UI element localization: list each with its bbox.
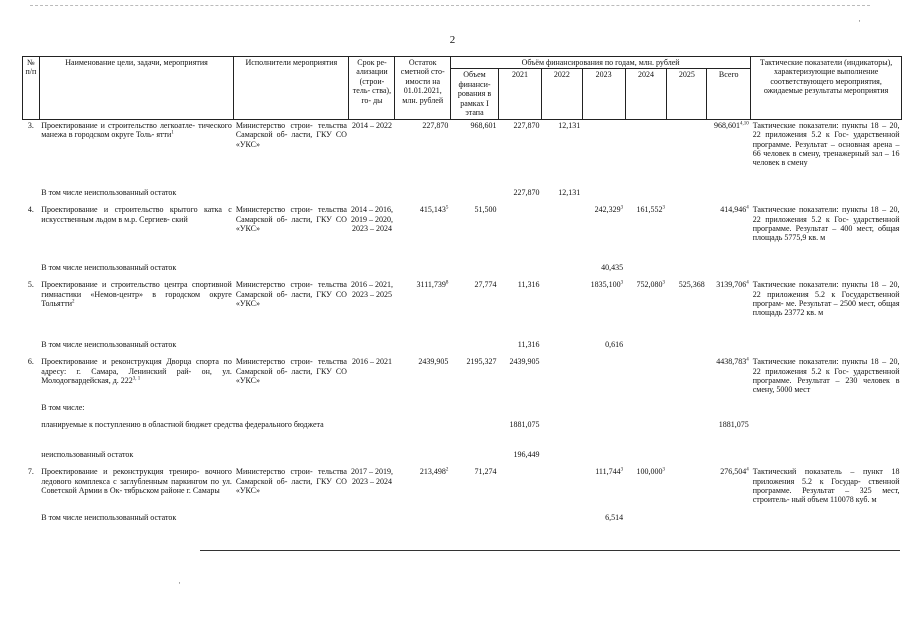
sub-row-2022 [541, 262, 582, 279]
header-total: Всего [707, 69, 751, 119]
row-2021-text: 2439,905 [509, 357, 540, 367]
scan-mark: · [178, 578, 181, 588]
row-term-text: 2017 – 2019, 2023 – 2024 [350, 467, 393, 486]
table-row [23, 119, 902, 187]
row-2022-text: 12,131 [558, 120, 581, 130]
row-total [707, 466, 751, 512]
sub-row-2023 [582, 449, 625, 466]
sub-row-2022 [541, 339, 582, 356]
row-total-footnote: 4 [746, 357, 749, 363]
table-body [23, 119, 902, 529]
row-2021 [499, 279, 542, 339]
row-executors [234, 204, 349, 262]
table-row [23, 204, 902, 262]
row-total-footnote: 4,10 [739, 120, 749, 126]
row-num [23, 119, 40, 187]
row-2022 [541, 119, 582, 187]
header-2025: 2025 [667, 69, 707, 119]
row-2023 [582, 279, 625, 339]
sub-row-2021 [499, 339, 542, 356]
sub-row-2021 [499, 449, 542, 466]
empty-cell [349, 419, 395, 449]
row-executors-text: Министерство строи- тельства Самарской об- ласти, ГКУ СО «УКС» [235, 280, 347, 308]
row-name-text: Проектирование и реконструкция трениро- вочного ледового комплекса с заглубленным паркингом по ул. Советской Армии в Ок- тябрьском районе г. Самары [41, 467, 232, 495]
header-term: Срок ре- ализации (строи- тель- ства), го- ды [349, 57, 395, 120]
row-total-footnote: 4 [746, 205, 749, 211]
row-executors [234, 279, 349, 339]
sub-row-2023 [582, 512, 625, 529]
row-name [39, 204, 234, 262]
row-term-text: 2014 – 2022 [351, 120, 392, 130]
row-2024-text: 161,552 [636, 205, 663, 215]
row-term-text: 2016 – 2021, 2023 – 2025 [350, 280, 393, 299]
row-total-text: 414,946 [720, 205, 747, 215]
sub-row [23, 187, 902, 204]
row-stage1-text: 27,774 [474, 280, 497, 290]
empty-cell [625, 262, 667, 279]
row-name-text: Проектирование и строительство центра спортивной гимнастики «Немов-центр» в городском округе Тольятти [41, 280, 232, 308]
row-indicators-text: Тактический показатель – пункт 18 приложения 5.2 к Государ- ственной программе. Результат – 325 мест, строитель- ный объем 110078 куб. м [752, 467, 900, 505]
row-num-text: 6. [27, 357, 34, 367]
sub-row-label [39, 339, 349, 356]
header-executors: Исполнители мероприятия [234, 57, 349, 120]
empty-cell [667, 449, 707, 466]
sub-row-2023 [582, 339, 625, 356]
row-term-text: 2016 – 2021 [351, 357, 392, 367]
empty-cell [395, 402, 450, 419]
sub-row-2022 [541, 402, 582, 419]
sub-row-label-text: планируемые к поступлению в областной бюджет средства федерального бюджета [41, 420, 324, 430]
row-2024-text: 100,000 [636, 467, 663, 477]
sub-row [23, 402, 902, 419]
empty-cell [751, 419, 902, 449]
row-term [349, 204, 395, 262]
row-indicators [751, 279, 902, 339]
empty-cell [450, 449, 498, 466]
row-num-text: 4. [27, 205, 34, 215]
sub-row-2022 [541, 187, 582, 204]
sub-row-label [39, 262, 349, 279]
header-indicators: Тактические показатели (индикаторы), характеризующие выполнение соответствующего мероприятия, ожидаемые результаты мероприятия [751, 57, 902, 120]
row-indicators-text: Тактические показатели: пункты 18 – 20, 22 приложения 5.2 к Гос- ударственной программе. Результат – 400 мест, общая площадь 5775,9 кв. м [752, 205, 900, 243]
sub-row-total [707, 419, 751, 449]
row-balance-footnote: 8 [445, 280, 449, 286]
empty-cell [625, 339, 667, 356]
row-2021-text: 227,870 [513, 120, 540, 130]
row-stage1 [450, 356, 498, 402]
sub-row-label [39, 419, 349, 449]
row-executors-text: Министерство строи- тельства Самарской об- ласти, ГКУ СО «УКС» [235, 205, 347, 233]
row-stage1-text: 71,274 [474, 467, 497, 477]
row-balance-text: 227,870 [422, 120, 449, 130]
row-balance [395, 119, 450, 187]
empty-cell [751, 262, 902, 279]
sub-row [23, 512, 902, 529]
sub-row-label [39, 187, 349, 204]
empty-cell [625, 449, 667, 466]
row-indicators [751, 466, 902, 512]
sub-row-label [39, 449, 349, 466]
empty-cell [667, 512, 707, 529]
empty-cell [667, 419, 707, 449]
row-2024 [625, 466, 667, 512]
empty-cell [625, 512, 667, 529]
row-indicators-text: Тактические показатели: пункты 18 – 20, 22 приложения 5.2 к Государственной програм- ме. Результат – 2500 мест, общая площадь 23772 кв. м [752, 280, 900, 318]
row-2023-footnote: 3 [620, 280, 624, 286]
row-2021-text: 11,316 [517, 280, 540, 290]
empty-cell [751, 187, 902, 204]
sub-row-total [707, 402, 751, 419]
page-number: 2 [449, 34, 456, 46]
empty-cell [23, 262, 40, 279]
row-2022 [541, 204, 582, 262]
row-balance-footnote: 2 [445, 467, 449, 473]
row-num [23, 466, 40, 512]
empty-cell [625, 419, 667, 449]
row-name [39, 119, 234, 187]
scan-mark: · [858, 16, 861, 26]
row-executors-text: Министерство строи- тельства Самарской об- ласти, ГКУ СО «УКС» [235, 357, 347, 385]
row-indicators [751, 356, 902, 402]
empty-cell [667, 262, 707, 279]
empty-cell [395, 187, 450, 204]
sub-row-label-text: В том числе: [41, 403, 85, 413]
sub-row-2023 [582, 419, 625, 449]
row-2025 [667, 356, 707, 402]
table-header [23, 57, 902, 120]
row-2023 [582, 466, 625, 512]
empty-cell [395, 419, 450, 449]
row-2023-text: 111,744 [595, 467, 621, 477]
empty-cell [751, 339, 902, 356]
row-2021 [499, 466, 542, 512]
row-2023 [582, 119, 625, 187]
sub-row-2021 [499, 402, 542, 419]
empty-cell [450, 262, 498, 279]
header-finance-group: Объём финансирования по годам, млн. рублей [450, 57, 750, 69]
row-term-text: 2014 – 2016, 2019 – 2020, 2023 – 2024 [350, 205, 393, 233]
row-num [23, 279, 40, 339]
row-num-text: 7. [27, 467, 34, 477]
header-balance: Остаток сметной сто- имости на 01.01.2021, млн. рублей [395, 57, 450, 120]
sub-row-2021-text: 196,449 [513, 450, 540, 460]
row-2023-text: 242,329 [594, 205, 621, 215]
row-total [707, 356, 751, 402]
row-name [39, 356, 234, 402]
sub-row-2021 [499, 419, 542, 449]
row-2023 [582, 204, 625, 262]
empty-cell [23, 419, 40, 449]
empty-cell [625, 187, 667, 204]
row-2022 [541, 279, 582, 339]
empty-cell [450, 419, 498, 449]
header-2023: 2023 [582, 69, 625, 119]
sub-row-total-text: 1881,075 [718, 420, 749, 430]
row-stage1 [450, 204, 498, 262]
row-2025 [667, 204, 707, 262]
sub-row-2022 [541, 512, 582, 529]
row-total-text: 276,504 [720, 467, 747, 477]
row-name-footnote: 1 [171, 130, 174, 136]
sub-row-2021 [499, 262, 542, 279]
row-balance-footnote: 5 [445, 205, 449, 211]
row-2024-footnote: 3 [662, 205, 665, 211]
row-total-text: 3139,706 [716, 280, 747, 290]
row-balance [395, 356, 450, 402]
table-row [23, 356, 902, 402]
sub-row-label-text: В том числе неиспользованный остаток [41, 188, 177, 198]
empty-cell [349, 512, 395, 529]
row-2025 [667, 119, 707, 187]
empty-cell [667, 187, 707, 204]
row-name [39, 466, 234, 512]
row-name-text: Проектирование и реконструкция Дворца спорта по адресу: г. Самара, Ленинский рай- он, ул. Молодогвардейская, д. 222 [41, 357, 232, 385]
row-2025-text: 525,368 [678, 280, 705, 290]
row-2024 [625, 204, 667, 262]
row-balance [395, 204, 450, 262]
scan-top-line [30, 5, 870, 7]
header-2024: 2024 [625, 69, 667, 119]
header-num: № п/п [23, 57, 40, 120]
sub-row-2021-text: 1881,075 [509, 420, 540, 430]
empty-cell [450, 512, 498, 529]
row-num-text: 3. [27, 120, 34, 130]
header-name: Наименование цели, задачи, мероприятия [39, 57, 234, 120]
row-name-footnote: 2 [72, 299, 75, 305]
sub-row-2022-text: 12,131 [558, 188, 581, 198]
empty-cell [751, 449, 902, 466]
row-term [349, 466, 395, 512]
bottom-rule [200, 550, 900, 551]
row-indicators-text: Тактические показатели: пункты 18 – 20, 22 приложения 5.2 к Гос- ударственной программе. Результат – основная арена – 66 человек в смену, тренажерный зал – 16 человек в смену [752, 120, 900, 168]
row-2024 [625, 119, 667, 187]
sub-row [23, 449, 902, 466]
row-total [707, 119, 751, 187]
empty-cell [625, 402, 667, 419]
row-2025 [667, 466, 707, 512]
sub-row-label [39, 512, 349, 529]
row-2024-footnote: 3 [662, 467, 665, 473]
sub-row-2021 [499, 512, 542, 529]
sub-row-total [707, 339, 751, 356]
sub-row-2023-text: 40,435 [601, 263, 624, 273]
sub-row-2023 [582, 402, 625, 419]
row-2024-footnote: 3 [662, 280, 665, 286]
row-name [39, 279, 234, 339]
empty-cell [23, 339, 40, 356]
empty-cell [349, 449, 395, 466]
empty-cell [450, 339, 498, 356]
sub-row-total [707, 262, 751, 279]
sub-row-2022 [541, 419, 582, 449]
row-indicators [751, 119, 902, 187]
row-executors-text: Министерство строи- тельства Самарской об- ласти, ГКУ СО «УКС» [235, 120, 347, 149]
empty-cell [23, 187, 40, 204]
row-term [349, 279, 395, 339]
row-total-text: 4438,783 [716, 357, 747, 367]
row-2021 [499, 356, 542, 402]
sub-row-2021-text: 227,870 [513, 188, 540, 198]
row-num [23, 204, 40, 262]
sub-row-2023-text: 6,514 [605, 513, 624, 523]
sub-row-2022 [541, 449, 582, 466]
empty-cell [395, 512, 450, 529]
empty-cell [751, 512, 902, 529]
row-stage1 [450, 279, 498, 339]
row-balance [395, 279, 450, 339]
row-stage1 [450, 119, 498, 187]
row-total [707, 279, 751, 339]
empty-cell [450, 187, 498, 204]
row-executors-text: Министерство строи- тельства Самарской об- ласти, ГКУ СО «УКС» [235, 467, 347, 495]
sub-row-label-text: В том числе неиспользованный остаток [41, 340, 177, 350]
row-total [707, 204, 751, 262]
sub-row [23, 339, 902, 356]
sub-row [23, 262, 902, 279]
empty-cell [667, 339, 707, 356]
row-term [349, 356, 395, 402]
table-row [23, 279, 902, 339]
row-balance-text: 213,498 [419, 467, 446, 477]
row-2023-footnote: 3 [620, 205, 624, 211]
empty-cell [751, 402, 902, 419]
row-balance-text: 3111,739 [416, 280, 446, 290]
row-2024 [625, 279, 667, 339]
row-num [23, 356, 40, 402]
empty-cell [349, 262, 395, 279]
sub-row-2023-text: 0,616 [605, 340, 624, 350]
row-2021 [499, 204, 542, 262]
sub-row-total [707, 449, 751, 466]
row-balance-text: 2439,905 [418, 357, 449, 367]
row-stage1-text: 968,601 [470, 120, 497, 130]
row-num-text: 5. [27, 280, 34, 290]
row-2025 [667, 279, 707, 339]
sub-row-label-text: В том числе неиспользованный остаток [41, 513, 177, 523]
sub-row-2021 [499, 187, 542, 204]
row-name-footnote: 3, 1 [132, 376, 141, 382]
row-2021 [499, 119, 542, 187]
row-2023-footnote: 3 [620, 467, 624, 473]
row-total-footnote: 4 [746, 280, 749, 286]
table-row [23, 466, 902, 512]
empty-cell [395, 449, 450, 466]
header-2022: 2022 [541, 69, 582, 119]
empty-cell [23, 512, 40, 529]
row-name-text: Проектирование и строительство легкоатле- тического манежа в городском округе Толь- ятти [41, 120, 232, 140]
row-name-text: Проектирование и строительство крытого катка с искусственным льдом в м.р. Сергиев- ский [41, 205, 232, 224]
row-2023 [582, 356, 625, 402]
sub-row [23, 419, 902, 449]
financing-table [22, 56, 902, 529]
sub-row-total [707, 512, 751, 529]
row-balance-text: 415,143 [419, 205, 446, 215]
sub-row-2021-text: 11,316 [517, 340, 540, 350]
sub-row-label-text: неиспользованный остаток [41, 450, 134, 460]
row-balance [395, 466, 450, 512]
empty-cell [23, 402, 40, 419]
row-stage1-text: 2195,327 [466, 357, 497, 367]
row-executors [234, 356, 349, 402]
header-2021: 2021 [499, 69, 542, 119]
empty-cell [395, 262, 450, 279]
empty-cell [349, 187, 395, 204]
sub-row-label [39, 402, 349, 419]
row-executors [234, 466, 349, 512]
empty-cell [395, 339, 450, 356]
header-stage1: Объем финанси- рования в рамках I этапа [450, 69, 498, 119]
row-2022 [541, 356, 582, 402]
empty-cell [349, 402, 395, 419]
sub-row-label-text: В том числе неиспользованный остаток [41, 263, 177, 273]
row-2024-text: 752,080 [636, 280, 663, 290]
row-indicators-text: Тактические показатели: пункты 18 – 20, 22 приложения 5.2 к Гос- ударственной программе. Результат – 230 человек в смену, 5000 мест [752, 357, 900, 395]
empty-cell [23, 449, 40, 466]
empty-cell [450, 402, 498, 419]
sub-row-2023 [582, 187, 625, 204]
row-2024 [625, 356, 667, 402]
row-total-footnote: 4 [746, 467, 749, 473]
row-2023-text: 1835,100 [590, 280, 621, 290]
sub-row-total [707, 187, 751, 204]
row-indicators [751, 204, 902, 262]
row-2022 [541, 466, 582, 512]
sub-row-2023 [582, 262, 625, 279]
empty-cell [349, 339, 395, 356]
row-total-text: 968,601 [713, 120, 740, 130]
row-stage1-text: 51,500 [474, 205, 497, 215]
row-executors [234, 119, 349, 187]
empty-cell [667, 402, 707, 419]
row-term [349, 119, 395, 187]
row-stage1 [450, 466, 498, 512]
